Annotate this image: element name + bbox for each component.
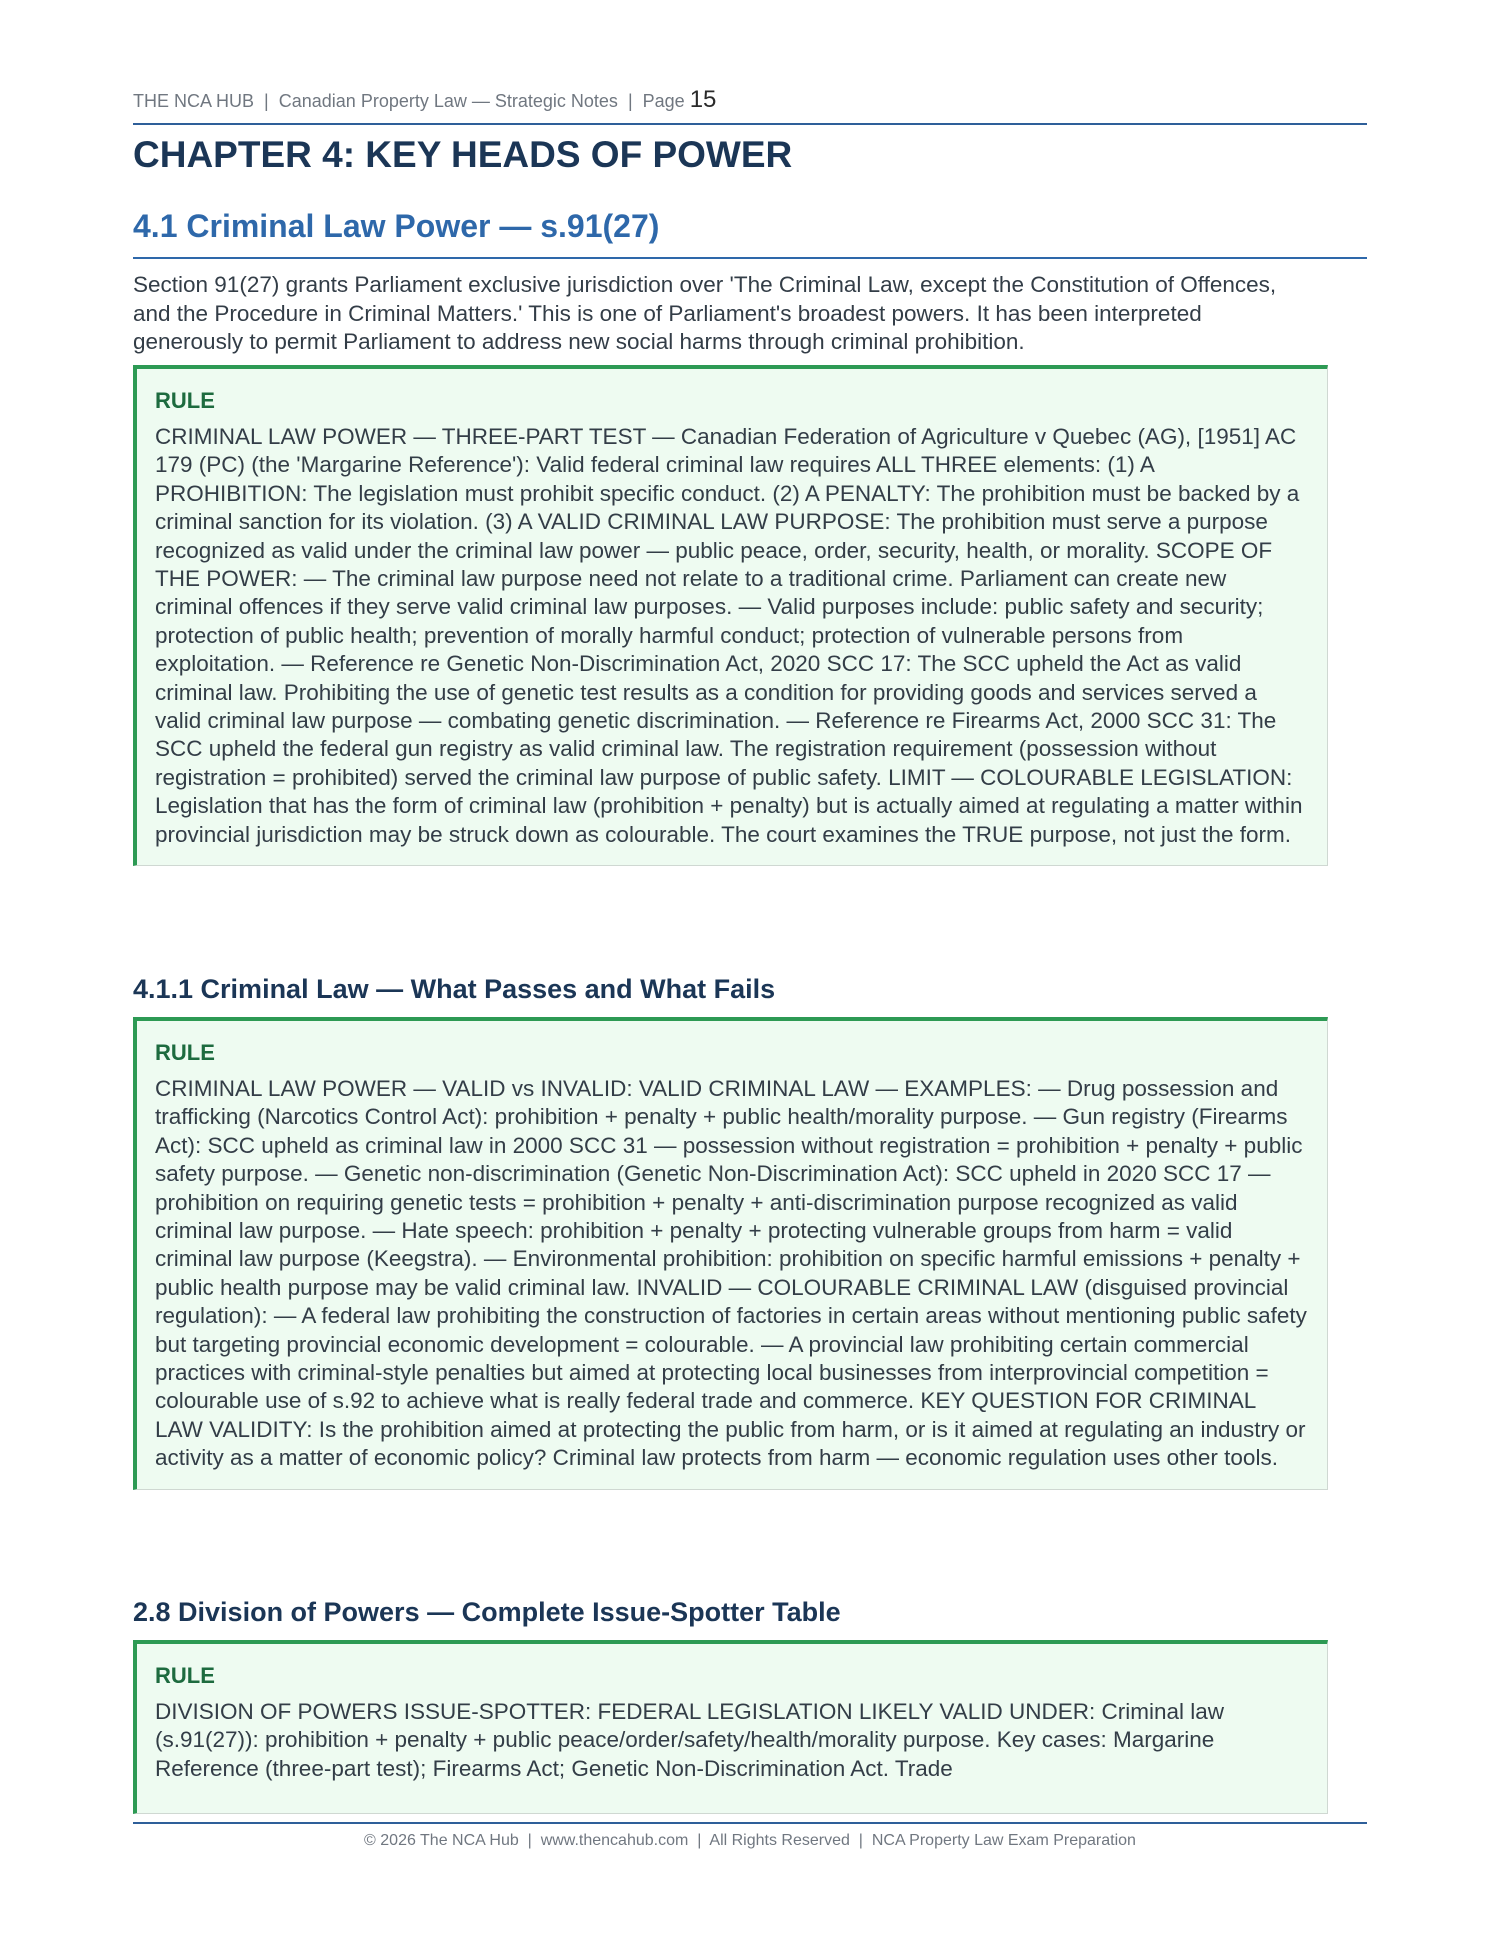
header-page-number: 15 [689,86,717,113]
section-intro-paragraph: Section 91(27) grants Parliament exclusive jurisdiction over 'The Criminal Law, except the Constitution of Offences, and the Procedure in Criminal Matters.' This is one of Parliament's broadest powers. It has been interpreted generously to permit Parliament to address new social harms through criminal prohibition. [133,272,1277,354]
rule-label: RULE [155,1040,215,1065]
footer-rights: All Rights Reserved [709,1832,850,1849]
footer-divider [133,1822,1367,1824]
header-brand: THE NCA HUB [133,91,255,111]
footer-website: www.thencahub.com [540,1832,689,1849]
rule-text: CRIMINAL LAW POWER — THREE-PART TEST — Canadian Federation of Agriculture v Quebec (AG), [1951] AC 179 (PC) (the 'Margarine Reference'): Valid federal criminal law requires ALL THREE elements: (1) A PROHIBITION: The legislation must prohibit specific conduct. (2) A PENALTY: The prohibition must be backed by a criminal sanction for its violation. (3) A VALID CRIMINAL LAW PURPOSE: The prohibition must serve a purpose recognized as valid under the criminal law power — public peace, order, security, health, or morality. SCOPE OF THE POWER: — The criminal law purpose need not relate to a traditional crime. Parliament can create new criminal offences if they serve valid criminal law purposes. — Valid purposes include: public safety and security; protection of public health; prevention of morally harmful conduct; protection of vulnerable persons from exploitation. — Reference re Genetic Non-Discrimination Act, 2020 SCC 17: The SCC upheld the Act as valid criminal law. Prohibiting the use of genetic test results as a condition for providing goods and services served a valid criminal law purpose — combating genetic discrimination. — Reference re Firearms Act, 2000 SCC 31: The SCC upheld the federal gun registry as valid criminal law. The registration requirement (possession without registration = prohibited) served the criminal law purpose of public safety. LIMIT — COLOURABLE LEGISLATION: Legislation that has the form of criminal law (prohibition + penalty) but is actually aimed at regulating a matter within provincial jurisdiction may be struck down as colourable. The court examines the TRUE purpose, not just the form. [155,424,1303,847]
footer-separator: | [697,1832,702,1849]
footer-copyright: © 2026 The NCA Hub [364,1832,519,1849]
running-header [133,86,1367,114]
footer-tagline: NCA Property Law Exam Preparation [871,1832,1136,1849]
header-separator: | [264,91,269,111]
section-title: 4.1 Criminal Law Power — s.91(27) [133,208,660,244]
subsection-title-what-passes: 4.1.1 Criminal Law — What Passes and What Fails [133,974,776,1004]
header-separator: | [627,91,633,111]
header-divider [133,123,1367,125]
chapter-title: CHAPTER 4: KEY HEADS OF POWER [133,134,793,175]
rule-text: DIVISION OF POWERS ISSUE-SPOTTER: FEDERAL LEGISLATION LIKELY VALID UNDER: Criminal law (s.91(27)): prohibition + penalty + public peace/order/safety/health/morality purpose. Key cases: Margarine Reference (three-part test); Firearms Act; Genetic Non-Discrimination Act. Trade [155,1699,1224,1781]
footer-separator: | [858,1832,863,1849]
rule-label: RULE [155,1663,215,1688]
subsection-title-issue-spotter: 2.8 Division of Powers — Complete Issue-Spotter Table [133,1597,841,1627]
header-title: Canadian Property Law — Strategic Notes [278,91,618,111]
header-page-label: Page [642,91,685,111]
footer-separator: | [527,1832,532,1849]
rule-label: RULE [155,388,215,413]
running-footer [133,1832,1367,1850]
rule-box-criminal-law-test [133,365,1328,866]
section-divider [133,257,1367,259]
rule-box-issue-spotter [133,1640,1328,1814]
rule-text: CRIMINAL LAW POWER — VALID vs INVALID: VALID CRIMINAL LAW — EXAMPLES: — Drug possession and trafficking (Narcotics Control Act): prohibition + penalty + public health/morality purpose. — Gun registry (Firearms Act): SCC upheld as criminal law in 2000 SCC 31 — possession without registration = prohibition + penalty + public safety purpose. — Genetic non-discrimination (Genetic Non-Discrimination Act): SCC upheld in 2020 SCC 17 — prohibition on requiring genetic tests = prohibition + penalty + anti-discrimination purpose recognized as valid criminal law purpose. — Hate speech: prohibition + penalty + protecting vulnerable groups from harm = valid criminal law purpose (Keegstra). — Environmental prohibition: prohibition on specific harmful emissions + penalty + public health purpose may be valid criminal law. INVALID — COLOURABLE CRIMINAL LAW (disguised provincial regulation): — A federal law prohibiting the construction of factories in certain areas without mentioning public safety but targeting provincial economic development = colourable. — A provincial law prohibiting certain commercial practices with criminal-style penalties but aimed at protecting local businesses from interprovincial competition = colourable use of s.92 to achieve what is really federal trade and commerce. KEY QUESTION FOR CRIMINAL LAW VALIDITY: Is the prohibition aimed at protecting the public from harm, or is it aimed at regulating an industry or activity as a matter of economic policy? Criminal law protects from harm — economic regulation uses other tools. [155,1076,1307,1471]
rule-box-valid-vs-invalid [133,1017,1328,1490]
